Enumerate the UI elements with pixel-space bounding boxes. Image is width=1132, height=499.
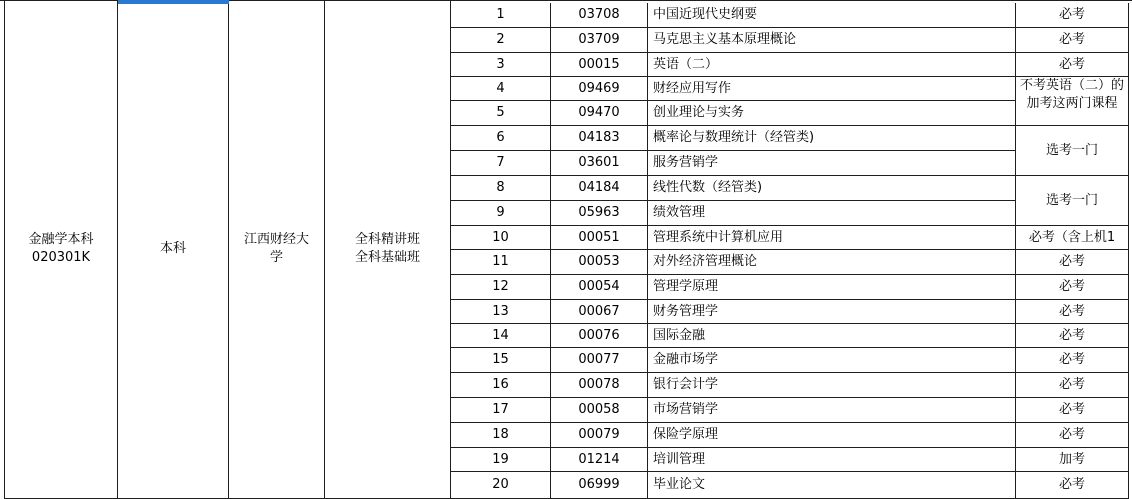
class-item-1: 全科精讲班	[354, 232, 420, 247]
note-r3[interactable]	[1016, 53, 1129, 77]
course-no-cell[interactable]	[451, 77, 551, 101]
course-no: 19	[492, 451, 509, 467]
note-r6-7[interactable]	[1016, 126, 1129, 176]
course-name-cell[interactable]	[648, 176, 1016, 201]
course-name: 财经应用写作	[653, 80, 732, 96]
level-text: 本科	[159, 241, 186, 256]
course-no: 15	[492, 352, 509, 367]
course-code: 00051	[578, 229, 620, 245]
course-code-cell[interactable]	[551, 101, 648, 126]
note-text: 不考英语（二）的加考这两门课程	[1020, 78, 1125, 111]
course-code-cell[interactable]	[551, 348, 648, 373]
course-no-cell[interactable]	[451, 348, 551, 373]
course-name: 对外经济管理概论	[653, 254, 758, 269]
course-no: 1	[496, 7, 505, 22]
course-code: 00053	[578, 254, 620, 269]
course-code: 03709	[578, 32, 620, 47]
note-text: 选考一门	[1045, 142, 1098, 158]
course-code-cell[interactable]	[551, 77, 648, 101]
course-code: 00058	[578, 402, 620, 417]
course-code-cell[interactable]	[551, 448, 648, 472]
note-r1[interactable]	[1016, 3, 1129, 28]
course-no: 10	[492, 229, 509, 245]
course-code-cell[interactable]	[551, 3, 648, 28]
course-code-cell[interactable]	[551, 275, 648, 300]
note-r4-5[interactable]	[1016, 77, 1129, 126]
course-no: 13	[492, 303, 509, 319]
course-no-cell[interactable]	[451, 324, 551, 348]
course-no-cell[interactable]	[451, 373, 551, 398]
course-name-cell[interactable]	[648, 448, 1016, 472]
note-r12[interactable]	[1016, 275, 1129, 300]
course-name: 绩效管理	[653, 205, 706, 220]
course-no: 6	[496, 130, 505, 145]
note-text: 必考	[1058, 56, 1085, 72]
school-text: 江西财经大学	[243, 232, 309, 265]
note-r20[interactable]	[1016, 472, 1129, 499]
course-no: 2	[496, 32, 505, 47]
course-code-cell[interactable]	[551, 398, 648, 423]
course-code-cell[interactable]	[551, 324, 648, 348]
note-text: 必考	[1058, 303, 1085, 319]
course-name: 马克思主义基本原理概论	[653, 32, 797, 47]
course-name-cell[interactable]	[648, 3, 1016, 28]
course-name: 毕业论文	[653, 477, 706, 492]
course-code: 09470	[578, 105, 620, 120]
course-name-cell[interactable]	[648, 226, 1016, 250]
course-no-cell[interactable]	[451, 151, 551, 176]
course-name: 服务营销学	[653, 155, 719, 170]
course-no-cell[interactable]	[451, 226, 551, 250]
course-code: 09469	[578, 80, 620, 96]
major-code: 020301K	[31, 250, 91, 265]
note-r10[interactable]	[1016, 226, 1129, 250]
course-code: 05963	[578, 205, 620, 220]
course-no: 7	[496, 155, 505, 170]
course-name: 保险学原理	[653, 427, 719, 442]
course-no: 5	[496, 105, 505, 120]
course-name-cell[interactable]	[648, 472, 1016, 499]
course-no: 20	[492, 477, 509, 492]
course-name-cell[interactable]	[648, 28, 1016, 53]
course-name: 中国近现代史纲要	[653, 7, 758, 22]
course-no: 11	[492, 254, 509, 269]
note-r2[interactable]	[1016, 28, 1129, 53]
course-no: 4	[496, 80, 505, 96]
course-code-cell[interactable]	[551, 53, 648, 77]
course-code: 04183	[578, 130, 620, 145]
course-code-cell[interactable]	[551, 250, 648, 275]
course-no-cell[interactable]	[451, 250, 551, 275]
course-no-cell[interactable]	[451, 423, 551, 448]
course-no-cell[interactable]	[451, 398, 551, 423]
course-name-cell[interactable]	[648, 373, 1016, 398]
note-text: 必考	[1058, 427, 1085, 442]
course-name-cell[interactable]	[648, 201, 1016, 226]
course-name-cell[interactable]	[648, 423, 1016, 448]
course-code-cell[interactable]	[551, 226, 648, 250]
course-no-cell[interactable]	[451, 28, 551, 53]
note-text: 必考	[1058, 254, 1085, 269]
course-code: 00077	[578, 352, 620, 367]
course-name-cell[interactable]	[648, 77, 1016, 101]
note-r8-9[interactable]	[1016, 176, 1129, 226]
course-name-cell[interactable]	[648, 324, 1016, 348]
course-name: 管理系统中计算机应用	[653, 229, 784, 245]
course-code: 00067	[578, 303, 620, 319]
level-cell[interactable]	[118, 0, 229, 499]
note-r14[interactable]	[1016, 324, 1129, 348]
note-text: 必考	[1058, 32, 1085, 47]
note-r15[interactable]	[1016, 348, 1129, 373]
course-no-cell[interactable]	[451, 300, 551, 324]
course-no-cell[interactable]	[451, 53, 551, 77]
note-text: 必考	[1058, 477, 1085, 492]
note-r18[interactable]	[1016, 423, 1129, 448]
course-no: 8	[496, 180, 505, 195]
note-r16[interactable]	[1016, 373, 1129, 398]
course-code-cell[interactable]	[551, 201, 648, 226]
note-text: 必考	[1058, 352, 1085, 367]
course-name: 英语（二）	[653, 56, 719, 72]
course-name-cell[interactable]	[648, 126, 1016, 151]
course-name-cell[interactable]	[648, 398, 1016, 423]
course-no: 17	[492, 402, 509, 417]
class-cell[interactable]	[325, 0, 451, 499]
course-code: 04184	[578, 180, 620, 195]
note-r17[interactable]	[1016, 398, 1129, 423]
note-text: 必考	[1058, 7, 1085, 22]
course-name-cell[interactable]	[648, 101, 1016, 126]
course-no-cell[interactable]	[451, 275, 551, 300]
course-code: 00054	[578, 279, 620, 294]
course-name: 概率论与数理统计（经管类)	[653, 130, 815, 145]
note-text: 必考	[1058, 377, 1085, 392]
course-code-cell[interactable]	[551, 423, 648, 448]
note-r13[interactable]	[1016, 300, 1129, 324]
course-no-cell[interactable]	[451, 472, 551, 499]
major-name: 金融学本科	[28, 232, 94, 247]
course-name: 财务管理学	[653, 303, 719, 319]
note-text: 必考	[1058, 402, 1085, 417]
course-no: 16	[492, 377, 509, 392]
course-name-cell[interactable]	[648, 300, 1016, 324]
course-name: 国际金融	[653, 327, 706, 343]
selected-cell-highlight	[118, 0, 229, 4]
course-no-cell[interactable]	[451, 448, 551, 472]
course-name: 创业理论与实务	[653, 105, 745, 120]
note-r19[interactable]	[1016, 448, 1129, 472]
course-code-cell[interactable]	[551, 28, 648, 53]
course-code: 01214	[578, 451, 620, 467]
course-no-cell[interactable]	[451, 201, 551, 226]
course-code: 03708	[578, 7, 620, 22]
course-no: 14	[492, 327, 509, 343]
note-text: 加考	[1058, 451, 1085, 467]
course-code-cell[interactable]	[551, 151, 648, 176]
course-no-cell[interactable]	[451, 3, 551, 28]
course-code-cell[interactable]	[551, 300, 648, 324]
course-no-cell[interactable]	[451, 101, 551, 126]
course-name: 市场营销学	[653, 402, 719, 417]
course-no: 3	[496, 56, 505, 72]
course-code: 06999	[578, 477, 620, 492]
course-name-cell[interactable]	[648, 275, 1016, 300]
course-no: 18	[492, 427, 509, 442]
course-no-cell[interactable]	[451, 176, 551, 201]
course-code: 00078	[578, 377, 620, 392]
course-name: 银行会计学	[653, 377, 719, 392]
course-name: 金融市场学	[653, 352, 719, 367]
note-r11[interactable]	[1016, 250, 1129, 275]
school-cell[interactable]	[229, 0, 325, 499]
course-name: 线性代数（经管类)	[653, 180, 763, 195]
course-no: 9	[496, 205, 505, 220]
course-name-cell[interactable]	[648, 250, 1016, 275]
course-code: 00079	[578, 427, 620, 442]
course-name-cell[interactable]	[648, 53, 1016, 77]
course-code: 00076	[578, 327, 620, 343]
course-code: 00015	[578, 56, 620, 72]
course-name-cell[interactable]	[648, 348, 1016, 373]
course-code-cell[interactable]	[551, 373, 648, 398]
note-text: 必考	[1058, 327, 1085, 343]
note-text: 选考一门	[1045, 192, 1098, 208]
note-text: 必考（含上机1	[1028, 229, 1116, 245]
course-code-cell[interactable]	[551, 176, 648, 201]
class-item-2: 全科基础班	[354, 250, 420, 265]
course-name: 管理学原理	[653, 279, 719, 294]
course-name: 培训管理	[653, 451, 706, 467]
course-code: 03601	[578, 155, 620, 170]
course-no: 12	[492, 279, 509, 294]
course-code-cell[interactable]	[551, 126, 648, 151]
major-cell[interactable]	[5, 0, 118, 499]
course-code-cell[interactable]	[551, 472, 648, 499]
course-no-cell[interactable]	[451, 126, 551, 151]
course-name-cell[interactable]	[648, 151, 1016, 176]
note-text: 必考	[1058, 279, 1085, 294]
